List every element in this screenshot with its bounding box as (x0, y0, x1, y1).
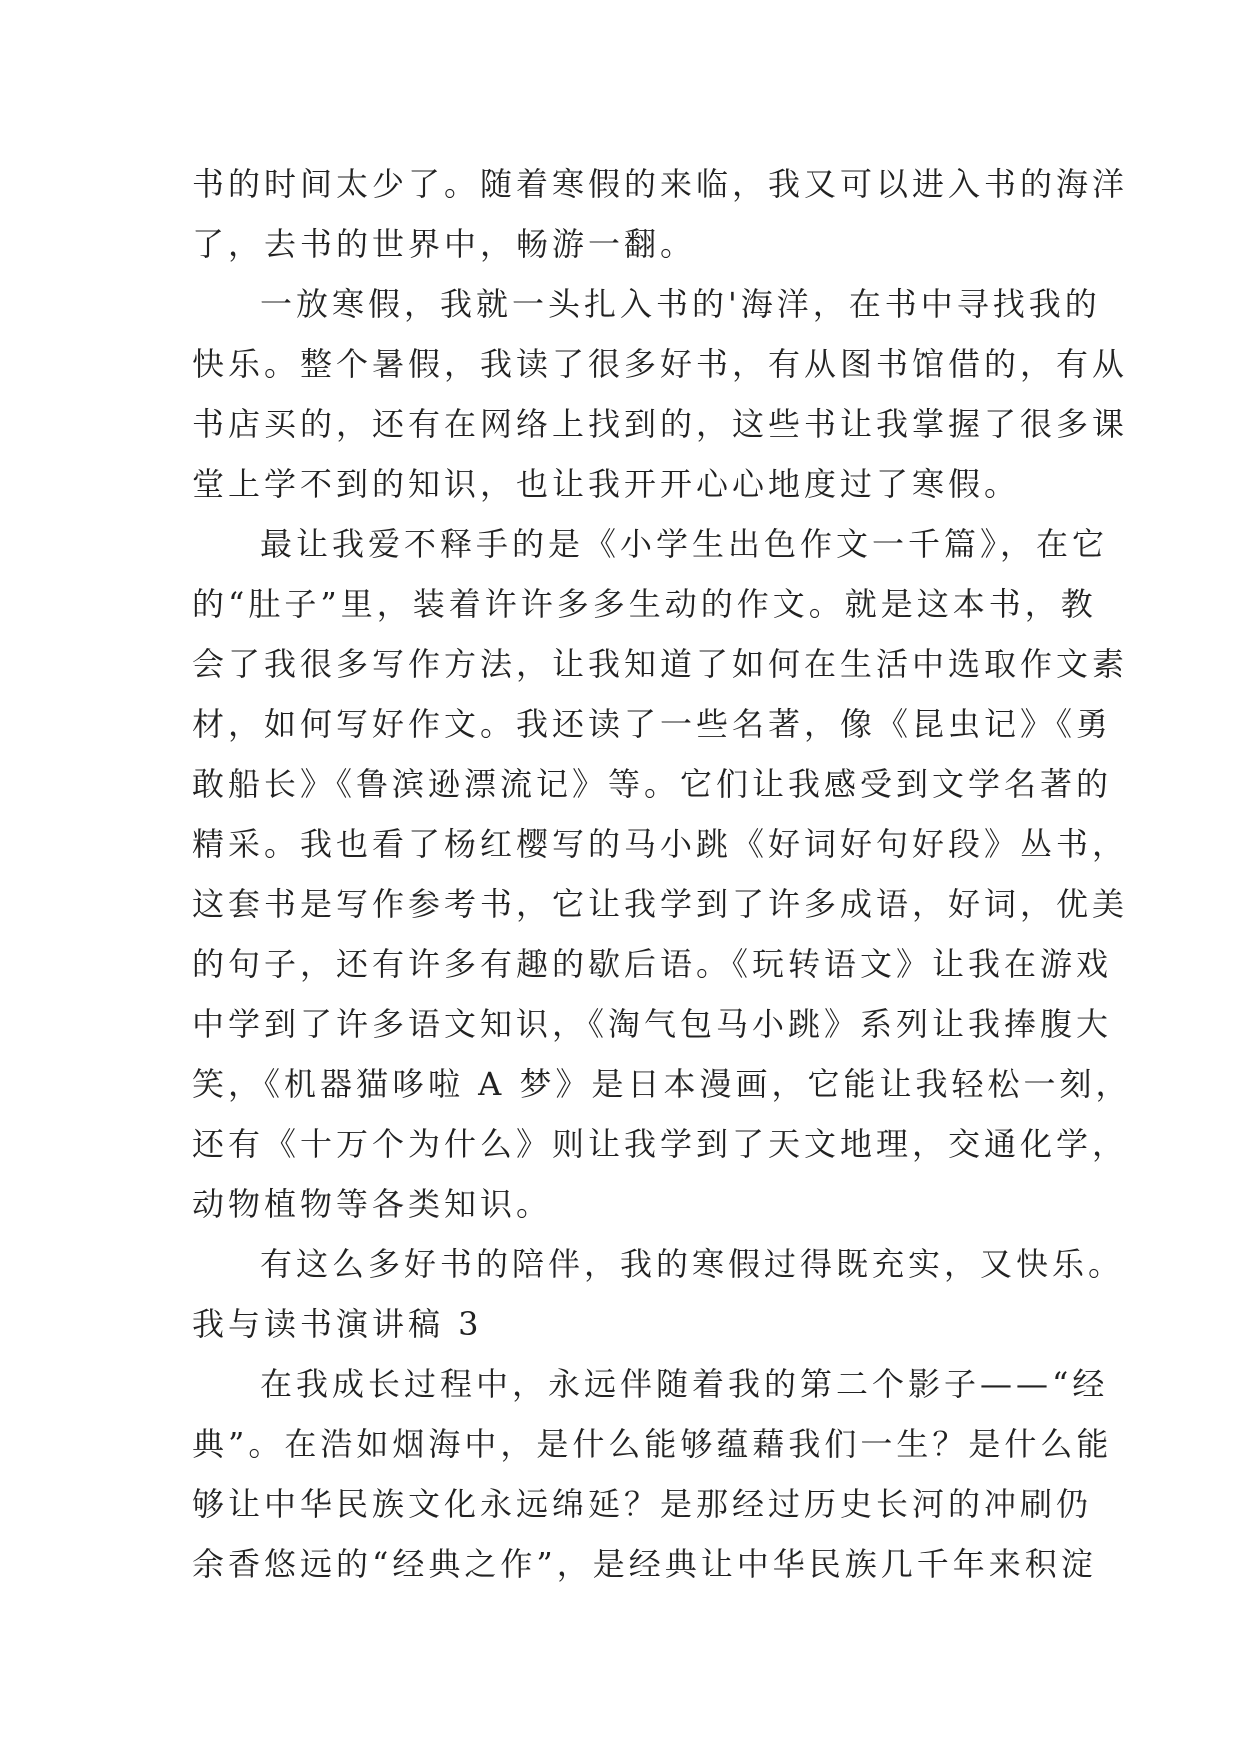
text-line: 书的时间太少了。随着寒假的来临，我又可以进入书的海洋 (192, 165, 1129, 203)
text-line: 余香悠远的“经典之作”，是经典让中华民族几千年来积淀 (192, 1545, 1097, 1583)
text-line: 会了我很多写作方法，让我知道了如何在生活中选取作文素 (192, 645, 1129, 683)
text-line: 了，去书的世界中，畅游一翻。 (192, 225, 697, 263)
text-line: 快乐。整个暑假，我读了很多好书，有从图书馆借的，有从 (192, 345, 1129, 383)
text-line: 典”。在浩如烟海中，是什么能够蕴藉我们一生？是什么能 (192, 1425, 1113, 1463)
text-line: 还有《十万个为什么》则让我学到了天文地理，交通化学， (192, 1125, 1129, 1163)
text-line: 一放寒假，我就一头扎入书的'海洋，在书中寻找我的 (260, 285, 1101, 323)
document-body (192, 154, 1132, 1594)
text-line: 最让我爱不释手的是《小学生出色作文一千篇》，在它 (260, 525, 1109, 563)
text-line: 我与读书演讲稿 3 (192, 1305, 483, 1343)
text-line: 这套书是写作参考书，它让我学到了许多成语，好词，优美 (192, 885, 1129, 923)
text-line: 的“肚子”里，装着许许多多生动的作文。就是这本书，教 (192, 585, 1097, 623)
text-line: 中学到了许多语文知识，《淘气包马小跳》系列让我捧腹大 (192, 1005, 1113, 1043)
text-line: 笑，《机器猫哆啦 A 梦》是日本漫画，它能让我轻松一刻， (192, 1065, 1132, 1103)
text-line: 敢船长》《鲁滨逊漂流记》等。它们让我感受到文学名著的 (192, 765, 1113, 803)
text-line: 在我成长过程中，永远伴随着我的第二个影子——“经 (260, 1365, 1109, 1403)
text-line: 精采。我也看了杨红樱写的马小跳《好词好句好段》丛书， (192, 825, 1129, 863)
text-line: 堂上学不到的知识，也让我开开心心地度过了寒假。 (192, 465, 1021, 503)
text-line: 动物植物等各类知识。 (192, 1185, 553, 1223)
text-line: 够让中华民族文化永远绵延？是那经过历史长河的冲刷仍 (192, 1485, 1093, 1523)
text-line: 的句子，还有许多有趣的歇后语。《玩转语文》让我在游戏 (192, 945, 1113, 983)
text-line: 书店买的，还有在网络上找到的，这些书让我掌握了很多课 (192, 405, 1129, 443)
text-line: 材，如何写好作文。我还读了一些名著，像《昆虫记》《勇 (192, 705, 1113, 743)
text-line: 有这么多好书的陪伴，我的寒假过得既充实，又快乐。 (260, 1245, 1125, 1283)
